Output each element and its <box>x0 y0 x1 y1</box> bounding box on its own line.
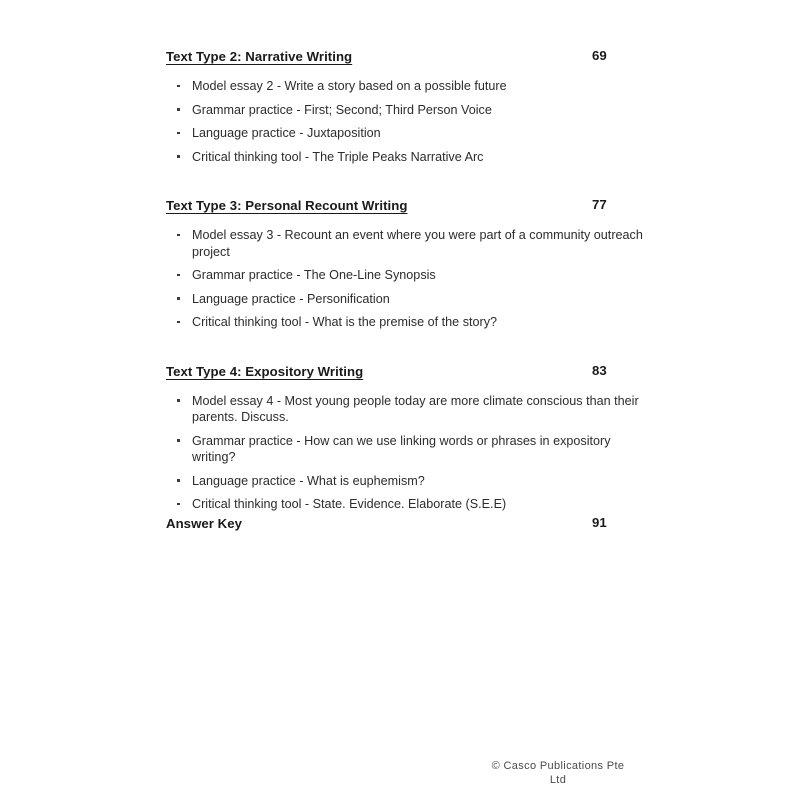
toc-bullet-list <box>166 78 646 165</box>
toc-section <box>166 197 646 331</box>
toc-section-header <box>166 48 646 68</box>
list-item <box>166 433 646 466</box>
bullet-point-icon <box>177 321 180 324</box>
list-item <box>166 473 646 490</box>
toc-bullet-list <box>166 393 646 513</box>
bullet-point-icon <box>177 439 180 442</box>
bullet-point-icon <box>177 297 180 300</box>
list-item-label: Model essay 3 - Recount an event where you were part of a community outreach project <box>192 228 643 259</box>
list-item-label: Critical thinking tool - The Triple Peaks Narrative Arc <box>192 149 484 164</box>
bullet-point-icon <box>177 155 180 158</box>
list-item-label: Critical thinking tool - State. Evidence. Elaborate (S.E.E) <box>192 497 507 511</box>
list-item <box>166 291 646 308</box>
list-item-label: Grammar practice - The One-Line Synopsis <box>192 268 436 282</box>
toc-section-title: Text Type 3: Personal Recount Writing <box>166 198 408 213</box>
list-item <box>166 227 646 260</box>
list-item-label: Language practice - What is euphemism? <box>192 473 425 488</box>
list-item <box>166 393 646 426</box>
toc-answer-key-label: Answer Key <box>166 516 242 531</box>
list-item <box>166 102 646 119</box>
bullet-point-icon <box>177 503 180 506</box>
toc-section-header <box>166 363 646 383</box>
list-item-label: Model essay 4 - Most young people today are more climate conscious than their parents. Discuss. <box>192 393 639 424</box>
toc-bullet-list <box>166 227 646 331</box>
list-item <box>166 149 646 166</box>
table-of-contents <box>166 48 646 513</box>
bullet-point-icon <box>177 274 180 277</box>
list-item-label: Critical thinking tool - What is the premise of the story? <box>192 315 498 329</box>
page-footer-copyright: © Casco Publications Pte Ltd <box>491 760 625 786</box>
toc-answer-key-row <box>166 515 646 533</box>
bullet-point-icon <box>177 108 180 111</box>
toc-section-title: Text Type 2: Narrative Writing <box>166 49 353 64</box>
bullet-point-icon <box>177 234 180 237</box>
toc-answer-key-page-number: 91 <box>592 515 607 530</box>
toc-section <box>166 363 646 513</box>
list-item <box>166 496 646 513</box>
list-item <box>166 314 646 331</box>
bullet-point-icon <box>177 85 180 88</box>
list-item <box>166 78 646 95</box>
toc-section-page-number: 83 <box>592 362 607 378</box>
list-item-label: Grammar practice - First; Second; Third Person Voice <box>192 102 492 117</box>
toc-section <box>166 48 646 165</box>
toc-section-title: Text Type 4: Expository Writing <box>166 363 364 379</box>
list-item-label: Language practice - Personification <box>192 291 390 306</box>
list-item <box>166 125 646 142</box>
list-item-label: Grammar practice - How can we use linking words or phrases in expository writing? <box>192 433 611 464</box>
toc-section-page-number: 77 <box>592 197 607 212</box>
toc-section-header <box>166 197 646 217</box>
bullet-point-icon <box>177 132 180 135</box>
list-item <box>166 267 646 284</box>
bullet-point-icon <box>177 479 180 482</box>
list-item-label: Model essay 2 - Write a story based on a possible future <box>192 79 507 93</box>
bullet-point-icon <box>177 399 180 402</box>
toc-section-page-number: 69 <box>592 48 607 63</box>
list-item-label: Language practice - Juxtaposition <box>192 126 381 140</box>
